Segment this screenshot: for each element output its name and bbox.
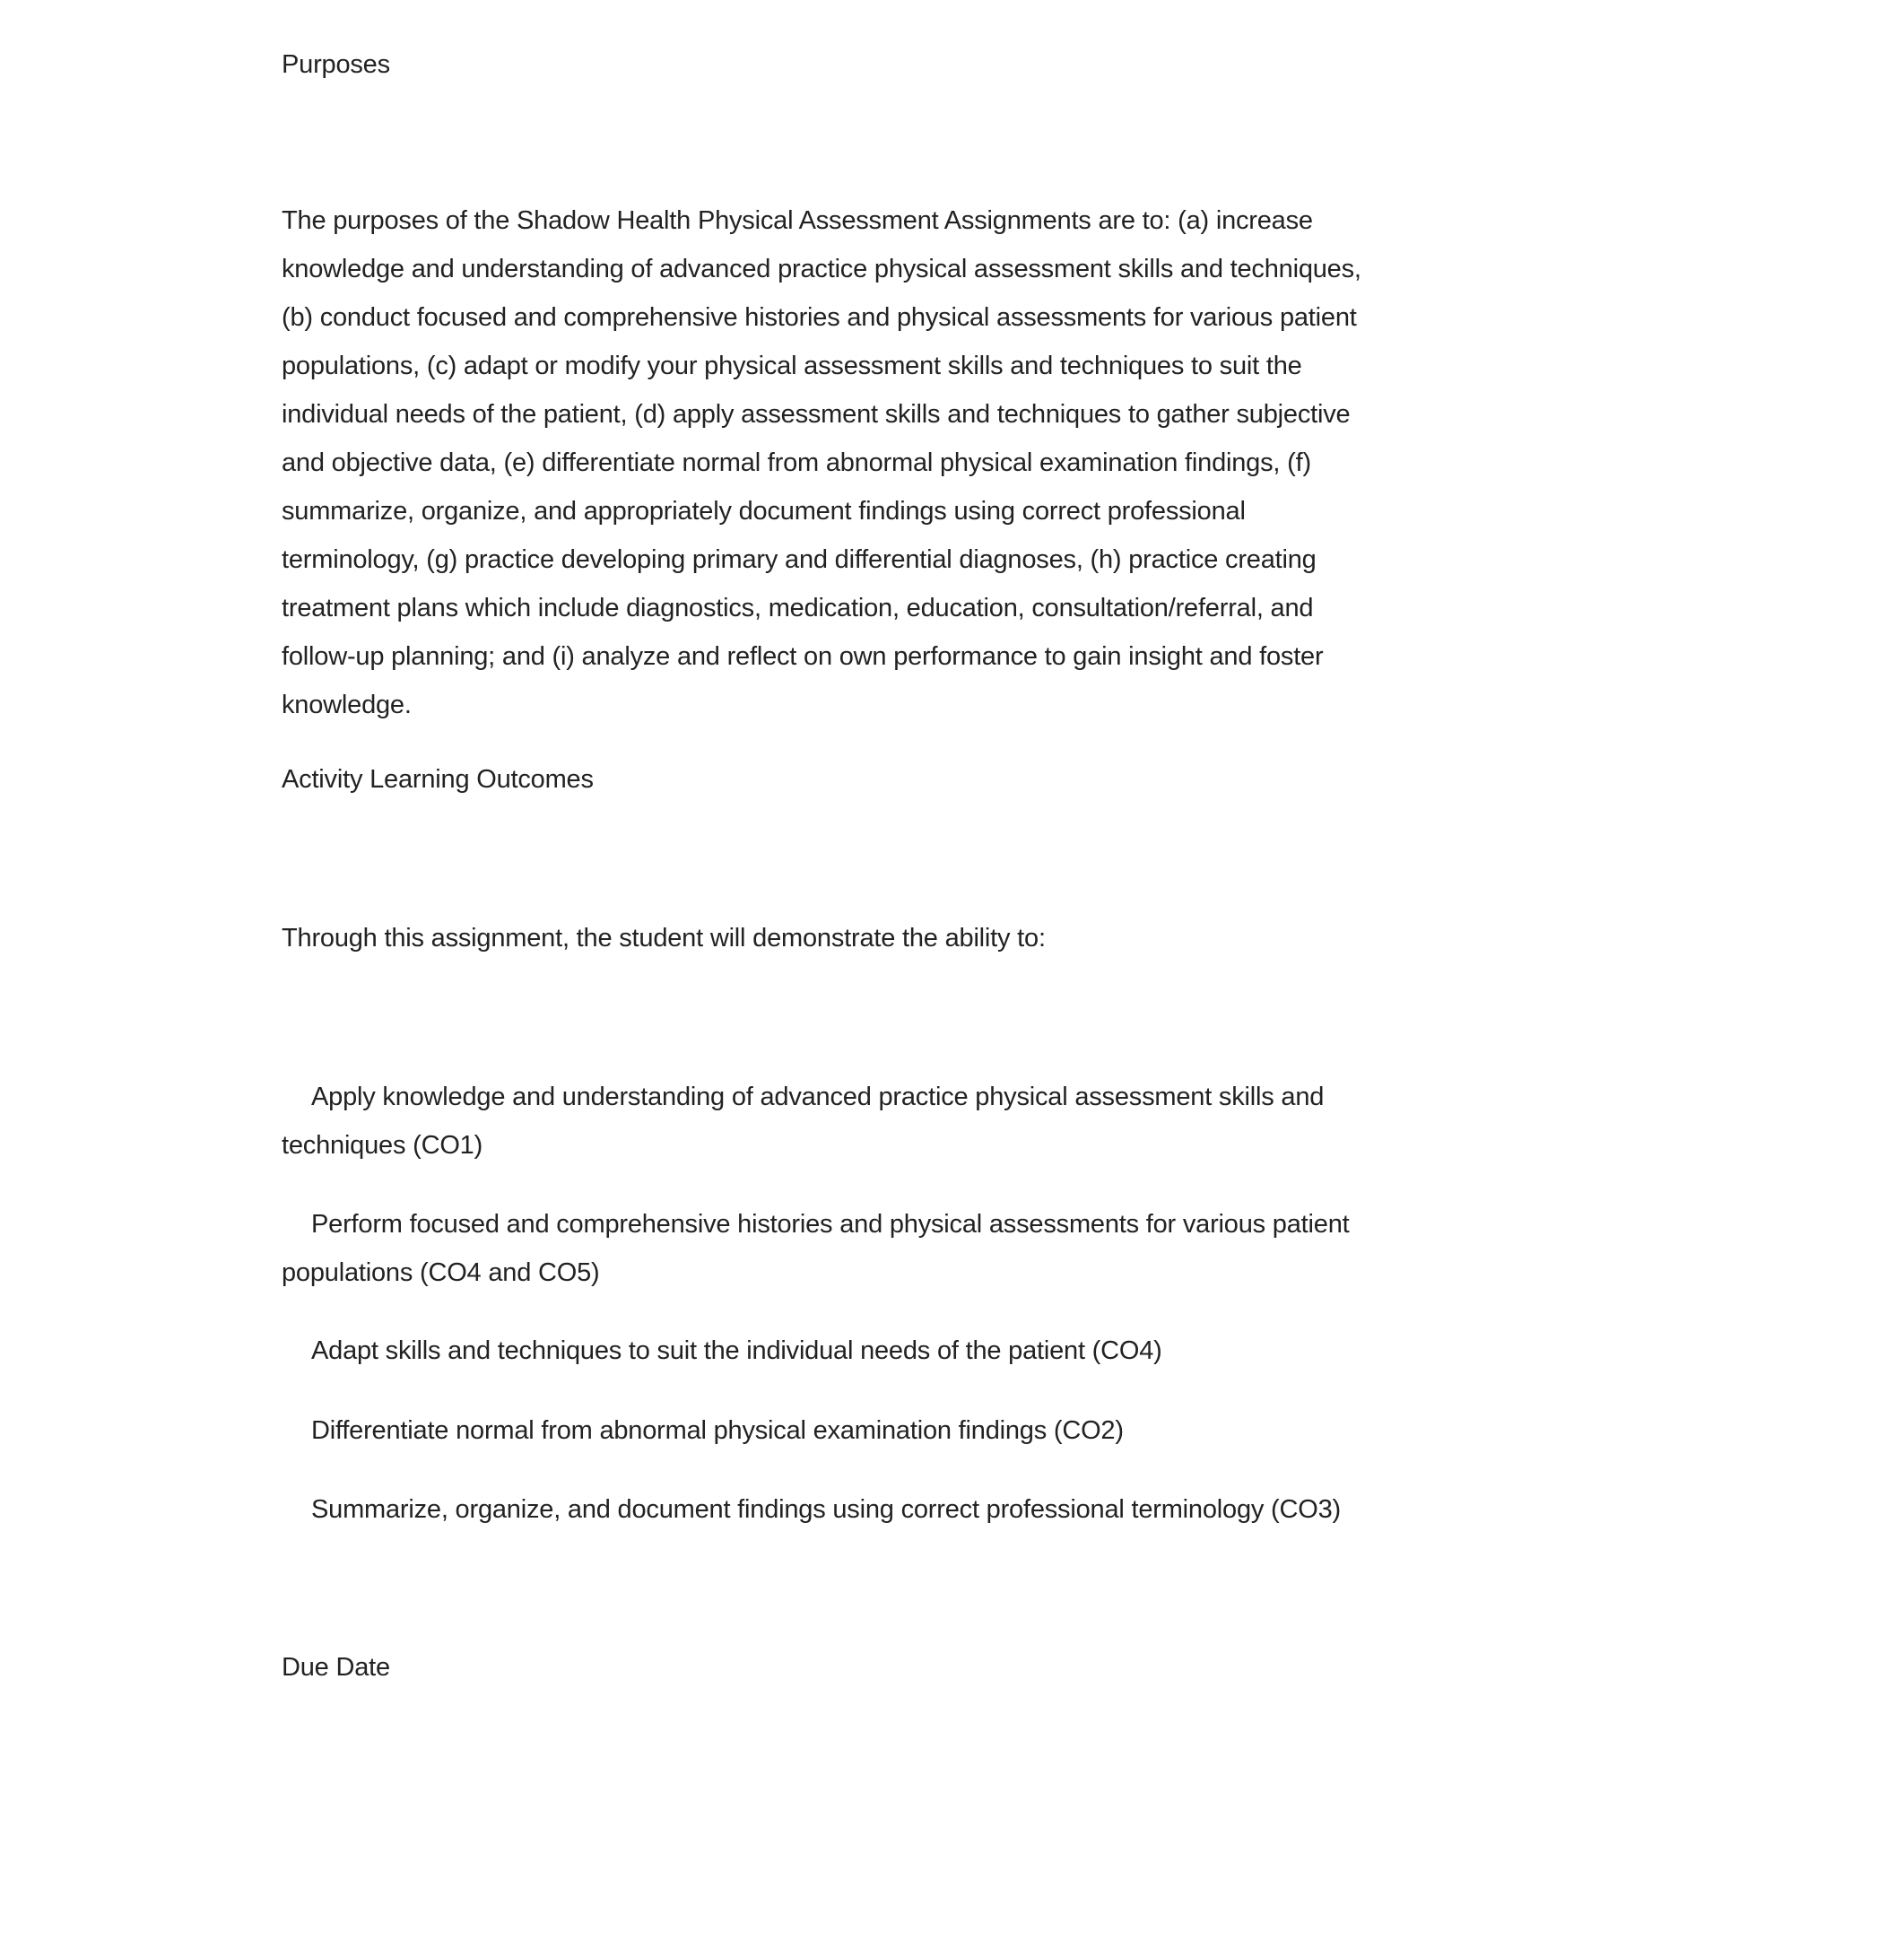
outcome-item: Summarize, organize, and document findings using correct professional terminology (CO3) [311, 1495, 1341, 1524]
outcome-text: populations (CO4 and CO5) [282, 1258, 600, 1287]
paragraph-line: follow-up planning; and (i) analyze and reflect on own performance to gain insight and foster [282, 642, 1324, 671]
outcome-text: techniques (CO1) [282, 1131, 483, 1160]
paragraph-line: treatment plans which include diagnostics, medication, education, consultation/referral, and [282, 594, 1314, 622]
paragraph-line: (b) conduct focused and comprehensive histories and physical assessments for various patient [282, 303, 1357, 332]
outcome-item [282, 1073, 1324, 1170]
paragraph-line: populations, (c) adapt or modify your physical assessment skills and techniques to suit the [282, 352, 1302, 380]
outcome-item: Differentiate normal from abnormal physical examination findings (CO2) [311, 1416, 1124, 1445]
due-date-heading: Due Date [282, 1653, 390, 1682]
purposes-heading: Purposes [282, 50, 390, 79]
paragraph-line: summarize, organize, and appropriately document findings using correct professional [282, 497, 1246, 526]
outcomes-intro: Through this assignment, the student will demonstrate the ability to: [282, 924, 1046, 953]
outcome-text: Perform focused and comprehensive histories and physical assessments for various patient [311, 1210, 1350, 1239]
paragraph-line: terminology, (g) practice developing primary and differential diagnoses, (h) practice creating [282, 545, 1317, 574]
paragraph-line: The purposes of the Shadow Health Physical Assessment Assignments are to: (a) increase [282, 206, 1313, 235]
paragraph-line: knowledge and understanding of advanced practice physical assessment skills and techniques, [282, 255, 1361, 283]
outcome-item: Adapt skills and techniques to suit the individual needs of the patient (CO4) [311, 1336, 1162, 1365]
purposes-paragraph [282, 196, 1361, 729]
outcome-text: Apply knowledge and understanding of advanced practice physical assessment skills and [311, 1083, 1325, 1111]
outcomes-heading: Activity Learning Outcomes [282, 765, 594, 794]
paragraph-line: knowledge. [282, 691, 412, 719]
paragraph-line: individual needs of the patient, (d) apply assessment skills and techniques to gather subjective [282, 400, 1351, 429]
paragraph-line: and objective data, (e) differentiate normal from abnormal physical examination findings, (f) [282, 448, 1311, 477]
outcome-item [282, 1200, 1349, 1297]
